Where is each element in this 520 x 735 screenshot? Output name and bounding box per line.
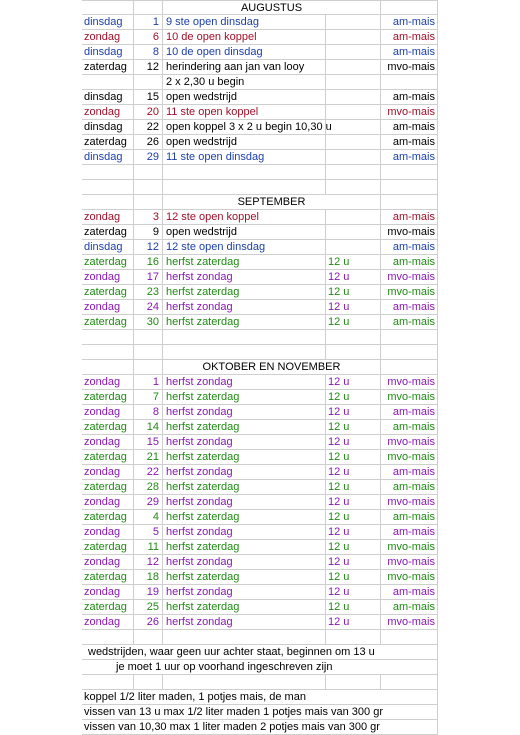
date-cell: 19 — [134, 585, 163, 599]
event-cell: herfst zaterdag — [163, 315, 326, 329]
date-cell: 8 — [134, 405, 163, 419]
day-cell: zaterdag — [82, 600, 134, 614]
table-row — [82, 30, 438, 45]
day-cell: zaterdag — [82, 315, 134, 329]
event-cell: herindering aan jan van looy — [163, 60, 326, 74]
time-cell: 12 u — [326, 540, 381, 554]
event-cell: 12 ste open koppel — [163, 210, 326, 224]
date-cell: 26 — [134, 615, 163, 629]
table-row — [82, 300, 438, 315]
day-cell: zondag — [82, 300, 134, 314]
empty-cell — [134, 345, 163, 359]
spacer-row — [82, 180, 438, 195]
table-row — [82, 90, 438, 105]
category-cell: am-mais — [381, 240, 438, 254]
event-cell: open wedstrijd — [163, 225, 326, 239]
date-cell: 26 — [134, 135, 163, 149]
category-cell: am-mais — [381, 30, 438, 44]
event-cell: open wedstrijd — [163, 90, 326, 104]
time-cell: 12 u — [326, 420, 381, 434]
category-cell: mvo-mais — [381, 555, 438, 569]
empty-cell — [381, 345, 438, 359]
empty-cell — [134, 1, 163, 15]
day-cell: zondag — [82, 585, 134, 599]
empty-cell — [381, 1, 438, 15]
empty-cell — [82, 165, 134, 179]
empty-cell — [381, 630, 438, 644]
time-cell — [326, 90, 381, 104]
event-cell: herfst zaterdag — [163, 420, 326, 434]
event-cell: herfst zondag — [163, 300, 326, 314]
spacer-row — [82, 345, 438, 360]
time-cell — [326, 135, 381, 149]
empty-cell — [381, 165, 438, 179]
time-cell — [326, 45, 381, 59]
event-cell: 9 ste open dinsdag — [163, 15, 326, 29]
day-cell: dinsdag — [82, 15, 134, 29]
table-row — [82, 45, 438, 60]
date-cell: 5 — [134, 525, 163, 539]
category-cell: mvo-mais — [381, 270, 438, 284]
time-cell: 12 u — [326, 435, 381, 449]
rule-13u-text: vissen van 13 u max 1/2 liter maden 1 potjes mais van 300 gr — [82, 705, 438, 719]
event-cell: 11 ste open koppel — [163, 105, 326, 119]
date-cell: 29 — [134, 150, 163, 164]
empty-cell — [134, 360, 163, 374]
time-cell: 12 u — [326, 405, 381, 419]
table-row — [82, 390, 438, 405]
time-cell — [326, 15, 381, 29]
empty-cell — [163, 630, 326, 644]
empty-cell — [326, 675, 381, 689]
category-cell: mvo-mais — [381, 390, 438, 404]
date-cell: 12 — [134, 555, 163, 569]
date-cell: 24 — [134, 300, 163, 314]
day-cell: zaterdag — [82, 225, 134, 239]
date-cell: 18 — [134, 570, 163, 584]
table-row — [82, 450, 438, 465]
table-row — [82, 510, 438, 525]
empty-cell — [82, 180, 134, 194]
empty-cell — [326, 165, 381, 179]
day-cell: zaterdag — [82, 510, 134, 524]
date-cell — [134, 75, 163, 89]
time-cell: 12 u — [326, 270, 381, 284]
date-cell: 25 — [134, 600, 163, 614]
date-cell: 7 — [134, 390, 163, 404]
category-cell: am-mais — [381, 480, 438, 494]
event-cell: open wedstrijd — [163, 135, 326, 149]
category-cell: mvo-mais — [381, 225, 438, 239]
category-cell: mvo-mais — [381, 570, 438, 584]
event-cell: herfst zaterdag — [163, 255, 326, 269]
empty-cell — [381, 195, 438, 209]
rule-1030 — [82, 720, 438, 735]
category-cell: am-mais — [381, 90, 438, 104]
table-row — [82, 480, 438, 495]
table-row — [82, 315, 438, 330]
date-cell: 6 — [134, 30, 163, 44]
event-cell: 2 x 2,30 u begin — [163, 75, 326, 89]
empty-cell — [163, 165, 326, 179]
empty-cell — [134, 180, 163, 194]
empty-cell — [82, 630, 134, 644]
category-cell: mvo-mais — [381, 540, 438, 554]
day-cell: zaterdag — [82, 255, 134, 269]
category-cell: am-mais — [381, 465, 438, 479]
table-row — [82, 525, 438, 540]
time-cell: 12 u — [326, 450, 381, 464]
table-row — [82, 495, 438, 510]
empty-cell — [82, 360, 134, 374]
empty-cell — [163, 330, 326, 344]
time-cell: 12 u — [326, 465, 381, 479]
event-cell: herfst zaterdag — [163, 390, 326, 404]
section-title: SEPTEMBER — [163, 195, 381, 209]
table-row — [82, 75, 438, 90]
table-row — [82, 135, 438, 150]
event-cell: herfst zondag — [163, 405, 326, 419]
table-row — [82, 60, 438, 75]
time-cell: 12 u — [326, 315, 381, 329]
category-cell: am-mais — [381, 15, 438, 29]
day-cell — [82, 75, 134, 89]
event-cell: herfst zaterdag — [163, 450, 326, 464]
time-cell: 12 u — [326, 390, 381, 404]
empty-cell — [82, 330, 134, 344]
category-cell: mvo-mais — [381, 60, 438, 74]
event-cell: herfst zaterdag — [163, 540, 326, 554]
table-row — [82, 210, 438, 225]
day-cell: dinsdag — [82, 240, 134, 254]
date-cell: 8 — [134, 45, 163, 59]
spacer-row — [82, 330, 438, 345]
category-cell: am-mais — [381, 45, 438, 59]
note-registration-text: je moet 1 uur op voorhand ingeschreven zijn — [82, 660, 438, 674]
schedule-sheet — [82, 0, 438, 735]
date-cell: 4 — [134, 510, 163, 524]
rule-koppel-text: koppel 1/2 liter maden, 1 potjes mais, de man — [82, 690, 438, 704]
event-cell: herfst zondag — [163, 585, 326, 599]
day-cell: zondag — [82, 555, 134, 569]
category-cell: am-mais — [381, 600, 438, 614]
table-row — [82, 285, 438, 300]
event-cell: herfst zondag — [163, 525, 326, 539]
date-cell: 28 — [134, 480, 163, 494]
time-cell: 12 u — [326, 525, 381, 539]
category-cell: mvo-mais — [381, 615, 438, 629]
section-title: AUGUSTUS — [163, 1, 381, 15]
category-cell: am-mais — [381, 510, 438, 524]
day-cell: zaterdag — [82, 390, 134, 404]
day-cell: zaterdag — [82, 60, 134, 74]
category-cell: mvo-mais — [381, 495, 438, 509]
time-cell: 12 u — [326, 615, 381, 629]
day-cell: zaterdag — [82, 480, 134, 494]
empty-cell — [134, 165, 163, 179]
date-cell: 15 — [134, 435, 163, 449]
table-row — [82, 375, 438, 390]
section-title: OKTOBER EN NOVEMBER — [163, 360, 381, 374]
empty-cell — [326, 330, 381, 344]
note-start-time-text: wedstrijden, waar geen uur achter staat, beginnen om 13 u — [82, 645, 438, 659]
event-cell: open koppel 3 x 2 u begin 10,30 u — [163, 120, 326, 134]
category-cell: am-mais — [381, 525, 438, 539]
date-cell: 22 — [134, 120, 163, 134]
event-cell: herfst zondag — [163, 615, 326, 629]
empty-cell — [381, 180, 438, 194]
empty-cell — [134, 630, 163, 644]
table-row — [82, 435, 438, 450]
time-cell — [326, 120, 381, 134]
date-cell: 23 — [134, 285, 163, 299]
empty-cell — [163, 675, 326, 689]
day-cell: zaterdag — [82, 135, 134, 149]
section-header-row — [82, 360, 438, 375]
table-row — [82, 255, 438, 270]
time-cell: 12 u — [326, 255, 381, 269]
event-cell: herfst zondag — [163, 435, 326, 449]
spacer-row — [82, 675, 438, 690]
rule-koppel — [82, 690, 438, 705]
day-cell: zaterdag — [82, 570, 134, 584]
category-cell: am-mais — [381, 150, 438, 164]
category-cell: am-mais — [381, 585, 438, 599]
date-cell: 29 — [134, 495, 163, 509]
time-cell: 12 u — [326, 555, 381, 569]
table-row — [82, 15, 438, 30]
table-row — [82, 465, 438, 480]
table-row — [82, 420, 438, 435]
table-row — [82, 270, 438, 285]
table-row — [82, 150, 438, 165]
time-cell — [326, 75, 381, 89]
date-cell: 3 — [134, 210, 163, 224]
table-row — [82, 570, 438, 585]
event-cell: herfst zondag — [163, 465, 326, 479]
time-cell — [326, 60, 381, 74]
event-cell: herfst zondag — [163, 375, 326, 389]
empty-cell — [82, 675, 134, 689]
time-cell — [326, 225, 381, 239]
table-row — [82, 225, 438, 240]
time-cell — [326, 30, 381, 44]
category-cell: am-mais — [381, 420, 438, 434]
date-cell: 12 — [134, 240, 163, 254]
time-cell: 12 u — [326, 375, 381, 389]
date-cell: 20 — [134, 105, 163, 119]
event-cell: herfst zondag — [163, 555, 326, 569]
empty-cell — [163, 180, 326, 194]
date-cell: 22 — [134, 465, 163, 479]
day-cell: zondag — [82, 405, 134, 419]
table-row — [82, 555, 438, 570]
table-row — [82, 600, 438, 615]
day-cell: zondag — [82, 375, 134, 389]
rule-1030-text: vissen van 10,30 max 1 liter maden 2 potjes mais van 300 gr — [82, 720, 438, 734]
category-cell: am-mais — [381, 315, 438, 329]
empty-cell — [163, 345, 326, 359]
empty-cell — [381, 675, 438, 689]
date-cell: 12 — [134, 60, 163, 74]
category-cell: mvo-mais — [381, 435, 438, 449]
day-cell: zondag — [82, 465, 134, 479]
time-cell: 12 u — [326, 480, 381, 494]
empty-cell — [82, 1, 134, 15]
category-cell: mvo-mais — [381, 450, 438, 464]
category-cell: am-mais — [381, 300, 438, 314]
empty-cell — [326, 630, 381, 644]
date-cell: 21 — [134, 450, 163, 464]
category-cell: mvo-mais — [381, 375, 438, 389]
event-cell: herfst zaterdag — [163, 285, 326, 299]
date-cell: 30 — [134, 315, 163, 329]
day-cell: zaterdag — [82, 540, 134, 554]
table-row — [82, 405, 438, 420]
category-cell: am-mais — [381, 120, 438, 134]
date-cell: 11 — [134, 540, 163, 554]
rule-13u — [82, 705, 438, 720]
time-cell: 12 u — [326, 300, 381, 314]
category-cell: am-mais — [381, 405, 438, 419]
category-cell: mvo-mais — [381, 285, 438, 299]
spacer-row — [82, 165, 438, 180]
section-header-row — [82, 0, 438, 15]
table-row — [82, 540, 438, 555]
event-cell: 11 ste open dinsdag — [163, 150, 326, 164]
date-cell: 9 — [134, 225, 163, 239]
time-cell: 12 u — [326, 510, 381, 524]
date-cell: 1 — [134, 375, 163, 389]
event-cell: herfst zaterdag — [163, 600, 326, 614]
event-cell: herfst zaterdag — [163, 480, 326, 494]
empty-cell — [82, 195, 134, 209]
table-row — [82, 105, 438, 120]
day-cell: zaterdag — [82, 285, 134, 299]
day-cell: dinsdag — [82, 45, 134, 59]
time-cell: 12 u — [326, 600, 381, 614]
event-cell: 10 de open koppel — [163, 30, 326, 44]
time-cell — [326, 210, 381, 224]
empty-cell — [326, 345, 381, 359]
table-row — [82, 615, 438, 630]
empty-cell — [134, 195, 163, 209]
day-cell: zaterdag — [82, 420, 134, 434]
empty-cell — [381, 330, 438, 344]
day-cell: zondag — [82, 30, 134, 44]
day-cell: dinsdag — [82, 120, 134, 134]
time-cell — [326, 240, 381, 254]
note-registration — [82, 660, 438, 675]
day-cell: zondag — [82, 615, 134, 629]
day-cell: zondag — [82, 270, 134, 284]
category-cell: mvo-mais — [381, 105, 438, 119]
day-cell: zondag — [82, 495, 134, 509]
empty-cell — [326, 180, 381, 194]
time-cell: 12 u — [326, 585, 381, 599]
time-cell: 12 u — [326, 495, 381, 509]
date-cell: 1 — [134, 15, 163, 29]
empty-cell — [134, 330, 163, 344]
day-cell: dinsdag — [82, 150, 134, 164]
event-cell: herfst zaterdag — [163, 510, 326, 524]
date-cell: 14 — [134, 420, 163, 434]
day-cell: dinsdag — [82, 90, 134, 104]
category-cell: am-mais — [381, 135, 438, 149]
event-cell: 10 de open dinsdag — [163, 45, 326, 59]
date-cell: 16 — [134, 255, 163, 269]
empty-cell — [82, 345, 134, 359]
time-cell: 12 u — [326, 285, 381, 299]
event-cell: herfst zondag — [163, 495, 326, 509]
day-cell: zaterdag — [82, 450, 134, 464]
empty-cell — [381, 360, 438, 374]
day-cell: zondag — [82, 210, 134, 224]
time-cell — [326, 105, 381, 119]
section-header-row — [82, 195, 438, 210]
day-cell: zondag — [82, 525, 134, 539]
event-cell: 12 ste open dinsdag — [163, 240, 326, 254]
category-cell: am-mais — [381, 210, 438, 224]
event-cell: herfst zondag — [163, 270, 326, 284]
table-row — [82, 585, 438, 600]
spacer-row — [82, 630, 438, 645]
empty-cell — [134, 675, 163, 689]
category-cell — [381, 75, 438, 89]
note-start-time — [82, 645, 438, 660]
category-cell: am-mais — [381, 255, 438, 269]
day-cell: zondag — [82, 105, 134, 119]
day-cell: zondag — [82, 435, 134, 449]
time-cell — [326, 150, 381, 164]
date-cell: 17 — [134, 270, 163, 284]
event-cell: herfst zaterdag — [163, 570, 326, 584]
time-cell: 12 u — [326, 570, 381, 584]
table-row — [82, 240, 438, 255]
date-cell: 15 — [134, 90, 163, 104]
table-row — [82, 120, 438, 135]
